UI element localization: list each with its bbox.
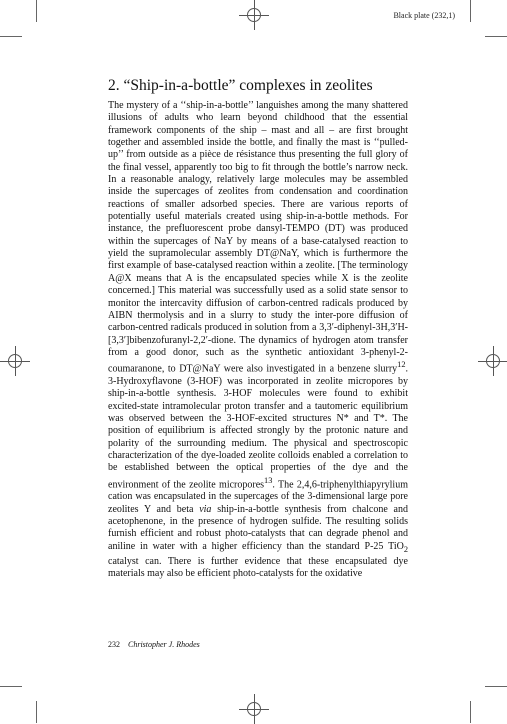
page-footer: [108, 640, 200, 649]
section-title: 2. “Ship-in-a-bottle” complexes in zeolites: [108, 77, 373, 94]
paragraph-text: . The 2,4,6-triphenylthiapyrylium cation was encapsulated in the supercages of the 3-dimensional large pore zeolites Y and beta: [108, 478, 408, 515]
paragraph-text: . 3-Hydroxyflavone (3-HOF) was incorporated in zeolite micropores by ship-in-a-bottle synthesis. 3-HOF molecules were found to exhibit excited-state intramolecular proton transfer and a tautomeric equilibrium was observed between the 3-HOF-excited structures N* and T*. The position of equilibrium is affected strongly by the protonic nature and polarity of the surrounding medium. The physical and spectroscopic characterization of the dye-loaded zeolite colloids enabled a correlation to be established between the optical properties of the dye and the environment of the zeolite micropores: [108, 363, 408, 490]
trim-mark: [0, 686, 22, 687]
body-text: [108, 100, 408, 581]
trim-mark: [36, 0, 37, 22]
trim-mark: [470, 701, 471, 723]
trim-mark: [485, 686, 507, 687]
italic-via: via: [199, 503, 212, 515]
citation-12: 12: [397, 360, 406, 370]
trim-mark: [36, 701, 37, 723]
subscript-2: 2: [403, 544, 408, 554]
citation-13: 13: [264, 475, 273, 485]
page-number: 232: [108, 640, 120, 649]
registration-mark-right: [486, 354, 500, 368]
paragraph-text: catalyst can. There is further evidence that these encapsulated dye materials may also be efficient photo-catalysts for the oxidative: [108, 556, 408, 580]
registration-mark-left: [8, 354, 22, 368]
trim-mark: [470, 0, 471, 22]
trim-mark: [485, 36, 507, 37]
registration-mark-top: [247, 8, 261, 22]
paragraph-text: ship-in-a-bottle synthesis from chalcone and acetophenone, in the presence of hydrogen sulfide. The resulting solids furnish efficient and robust photo-catalysts that can degrade phenol and aniline in water with a higher efficiency than the standard P-25 TiO: [108, 503, 408, 552]
author-name: Christopher J. Rhodes: [128, 640, 200, 649]
paragraph: [108, 100, 408, 581]
plate-label: Black plate (232,1): [393, 11, 455, 20]
paragraph-text: The mystery of a ‘‘ship-in-a-bottle’’ languishes among the many shattered illusions of adults who learn beyond childhood that the essential framework components of the ship – mast and all – are first brought together and assembled inside the bottle, and finally the mast is ‘‘pulled-up’’ from outside as a pièce de résistance thus presenting the full glory of the final vessel, apparently too big to fit through the bottle’s narrow neck. In a reasonable analogy, relatively large molecules may be assembled inside the supercages of zeolites from condensation and coordination reactions of smaller adsorbed species. There are various reports of potentially useful materials created using ship-in-a-bottle methods. For instance, the prefluorescent probe dansyl-TEMPO (DT) was produced within the supercages of NaY by means of a base-catalysed reaction to yield the supramolecular assembly DT@NaY, which is furthermore the first example of base-catalysed reaction within a zeolite. [The terminology A@X means that A is the encapsulated species while X is the zeolite concerned.] This material was successfully used as a solid state sensor to monitor the intercavity diffusion of carbon-centred radicals produced by AIBN thermolysis and in a slurry to study the inter-pore diffusion of carbon-centred radicals produced in solution from a 3,3′-diphenyl-3H,3′H-[3,3′]bibenzofuranyl-2,2′-dione. The dynamics of hydrogen atom transfer from a good donor, such as the synthetic antioxidant 3-phenyl-2-coumaranone, to DT@NaY were also investigated in a benzene slurry: [108, 100, 408, 375]
registration-mark-bottom: [247, 702, 261, 716]
trim-mark: [0, 36, 22, 37]
